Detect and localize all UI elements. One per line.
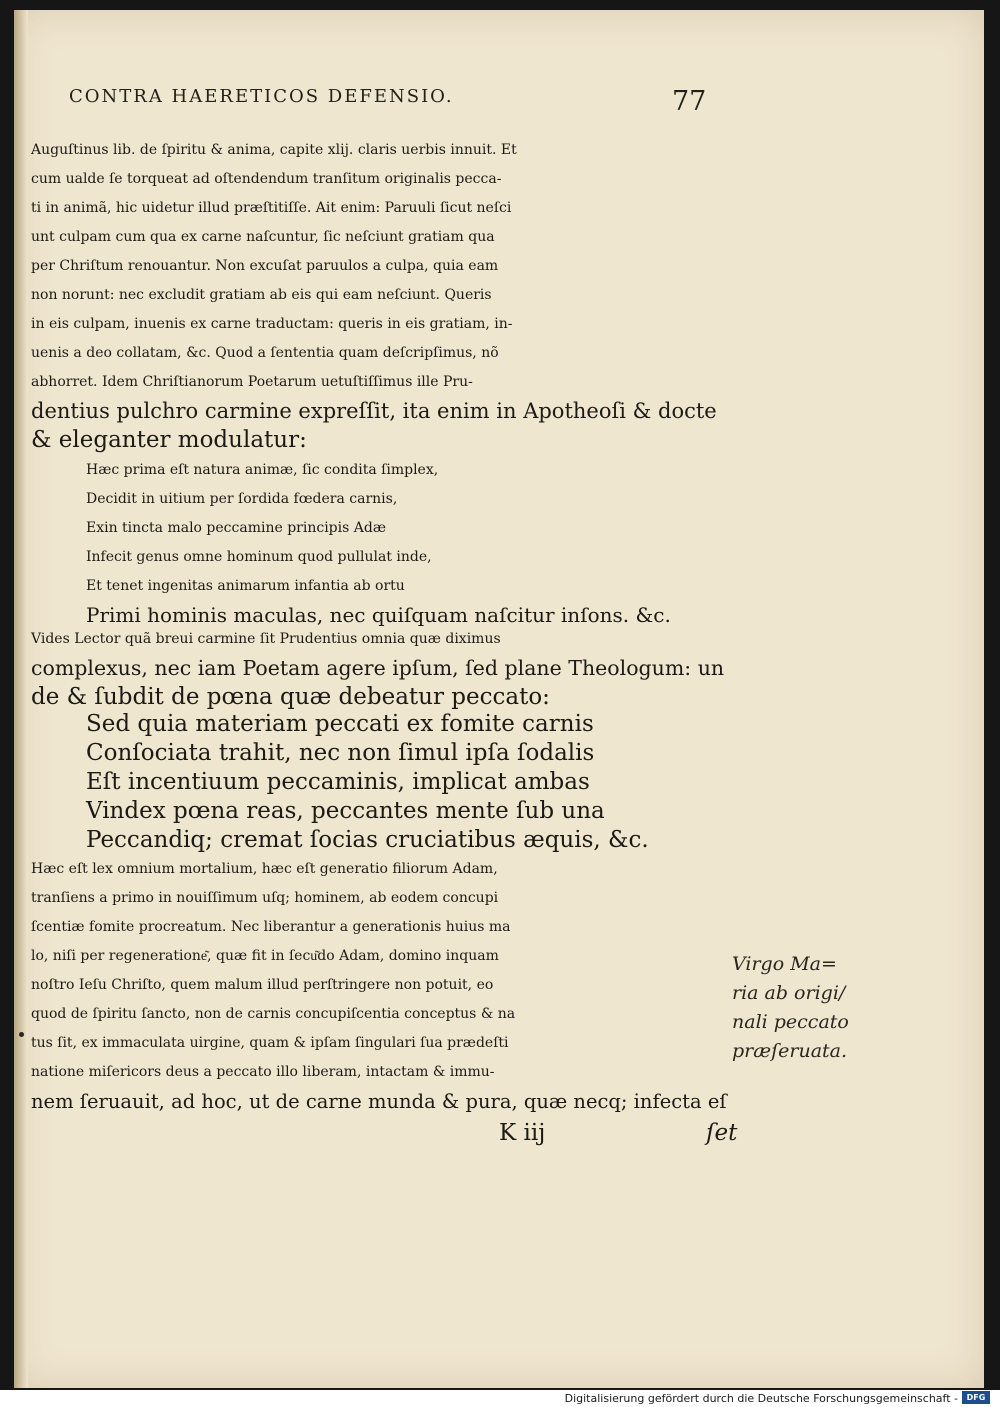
text-line: Hæc eſt lex omnium mortalium, hæc eſt generatio filiorum Adam, (31, 861, 498, 877)
text-line: uenis a deo collatam, &c. Quod a ſententia quam deſcripſimus, nõ (31, 345, 499, 361)
paragraph-lex-mortalium (31, 855, 727, 1116)
text-line: ti in animã, hic uidetur illud præſtitiſſe. Ait enim: Paruuli ſicut neſci (31, 200, 512, 216)
text-line: unt culpam cum qua ex carne naſcuntur, ſic neſciunt gratiam qua (31, 229, 495, 245)
verse-line: Et tenet ingenitas animarum infantia ab ortu (86, 578, 405, 594)
text-line: dentius pulchro carmine expreſſit, ita enim in Apotheoſi & docte (31, 399, 717, 423)
text-line: complexus, nec iam Poetam agere ipſum, ſed plane Theologum: un (31, 656, 725, 680)
catchword: ſet (706, 1120, 738, 1146)
text-line: de & ſubdit de pœna quæ debeatur peccato: (31, 684, 550, 710)
verse-line: Exin tincta malo peccamine principis Adæ (86, 520, 386, 536)
verse-quotation-prudentius-2 (31, 710, 649, 855)
marginal-note (732, 950, 849, 1066)
text-line: cum ualde ſe torqueat ad oſtendendum tranſitum originalis pecca- (31, 171, 502, 187)
marginal-note-line: nali peccato (732, 1011, 849, 1033)
text-line: in eis culpam, inuenis ex carne traductam: queris in eis gratiam, in- (31, 316, 513, 332)
text-line: noſtro Ieſu Chriſto, quem malum illud perſtringere non potuit, eo (31, 977, 494, 993)
verse-line: Vindex pœna reas, peccantes mente ſub una (86, 798, 605, 824)
text-line: Vides Lector quã breui carmine ſit Prudentius omnia quæ diximus (31, 631, 501, 647)
verse-line: Infecit genus omne hominum quod pullulat inde, (86, 549, 432, 565)
verse-line: Conſociata trahit, nec non ſimul ipſa ſodalis (86, 740, 595, 766)
verse-line: Peccandiq; cremat ſocias cruciatibus æquis, &c. (86, 827, 649, 853)
verse-line: Primi hominis maculas, nec quiſquam naſcitur inſons. &c. (86, 603, 671, 627)
digitization-credit: Digitalisierung gefördert durch die Deutsche Forschungsgemeinschaft - (564, 1392, 958, 1405)
verse-quotation-prudentius-1 (31, 456, 671, 630)
dfg-logo: DFG (962, 1391, 990, 1404)
text-line: nem ſeruauit, ad hoc, ut de carne munda & pura, quæ necq; infecta eſ (31, 1090, 727, 1113)
text-line: ſcentiæ fomite procreatum. Nec liberantur a generationis huius ma (31, 919, 511, 935)
verse-line: Decidit in uitium per ſordida fœdera carnis, (86, 491, 398, 507)
paragraph-vides-lector (31, 625, 724, 712)
page-number: 77 (672, 86, 707, 117)
verse-line: Sed quia materiam peccati ex fomite carnis (86, 711, 594, 737)
verse-line: Hæc prima eſt natura animæ, ſic condita ſimplex, (86, 462, 439, 478)
text-line: quod de ſpiritu ſancto, non de carnis concupiſcentia conceptus & na (31, 1006, 516, 1022)
text-line: tus ſit, ex immaculata uirgine, quam & ipſam ſingulari ſua prædeſti (31, 1035, 509, 1051)
text-line: abhorret. Idem Chriſtianorum Poetarum uetuſtiſſimus ille Pru- (31, 374, 473, 390)
text-line: natione miſericors deus a peccato illo liberam, intactam & immu- (31, 1064, 495, 1080)
text-line: tranſiens a primo in nouiſſimum uſq; hominem, ab eodem concupi (31, 890, 499, 906)
running-title: CONTRA HAERETICOS DEFENSIO. (69, 86, 454, 107)
paragraph-augustinus (31, 136, 717, 455)
book-page (14, 10, 984, 1388)
text-line: Auguſtinus lib. de ſpiritu & anima, capite xlij. claris uerbis innuit. Et (31, 142, 517, 158)
text-line: non norunt: nec excludit gratiam ab eis qui eam neſciunt. Queris (31, 287, 492, 303)
text-line: & eleganter modulatur: (31, 427, 307, 453)
margin-dot-mark (19, 1032, 24, 1037)
signature-mark: K iij (499, 1120, 546, 1146)
marginal-note-line: Virgo Ma= (732, 953, 837, 975)
page-gutter-shadow (14, 10, 28, 1388)
marginal-note-line: præſeruata. (732, 1040, 848, 1062)
verse-line: Eſt incentiuum peccaminis, implicat ambas (86, 769, 590, 795)
text-line: lo, niſi per regeneratione͂, quæ fit in ſecu͂do Adam, domino inquam (31, 948, 499, 964)
text-line: per Chriſtum renouantur. Non excuſat paruulos a culpa, quia eam (31, 258, 499, 274)
marginal-note-line: ria ab origi/ (732, 982, 846, 1004)
